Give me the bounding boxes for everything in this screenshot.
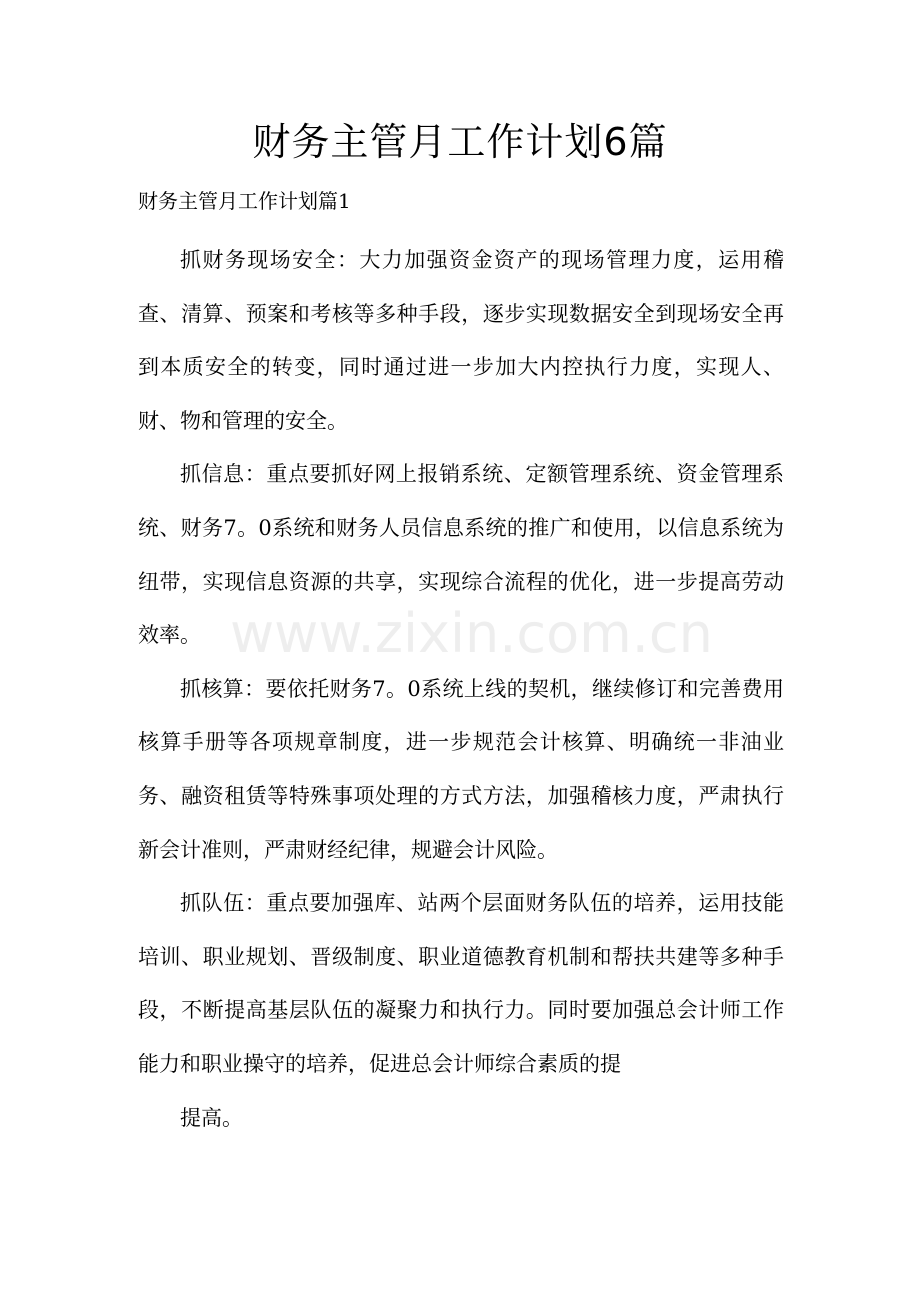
paragraph-team: 抓队伍：重点要加强库、站两个层面财务队伍的培养，运用技能培训、职业规划、晋级制度、职业道德教育机制和帮扶共建等多种手段，不断提高基层队伍的凝聚力和执行力。同时要加强总会计师工作能力和职业操守的培养，促进总会计师综合素质的提 (138, 891, 784, 1076)
watermark-text: www.zixin.com.cn (230, 602, 713, 665)
section-heading: 财务主管月工作计划篇1 (138, 189, 351, 213)
document-body (138, 234, 784, 1145)
paragraph-continuation: 提高。 (180, 1105, 243, 1130)
paragraph-information: 抓信息：重点要抓好网上报销系统、定额管理系统、资金管理系统、财务7。0系统和财务人员信息系统的推广和使用，以信息系统为纽带，实现信息资源的共享，实现综合流程的优化，进一步提高劳动效率。 (138, 462, 784, 648)
document-title: 财务主管月工作计划6篇 (252, 120, 668, 164)
paragraph-site-safety: 抓财务现场安全：大力加强资金资产的现场管理力度，运用稽查、清算、预案和考核等多种手段，逐步实现数据安全到现场安全再到本质安全的转变，同时通过进一步加大内控执行力度，实现人、财、物和管理的安全。 (138, 248, 784, 433)
paragraph-accounting: 抓核算：要依托财务7。0系统上线的契机，继续修订和完善费用核算手册等各项规章制度，进一步规范会计核算、明确统一非油业务、融资租赁等特殊事项处理的方式方法，加强稽核力度，严肃执行新会计准则，严肃财经纪律，规避会计风险。 (138, 676, 784, 862)
